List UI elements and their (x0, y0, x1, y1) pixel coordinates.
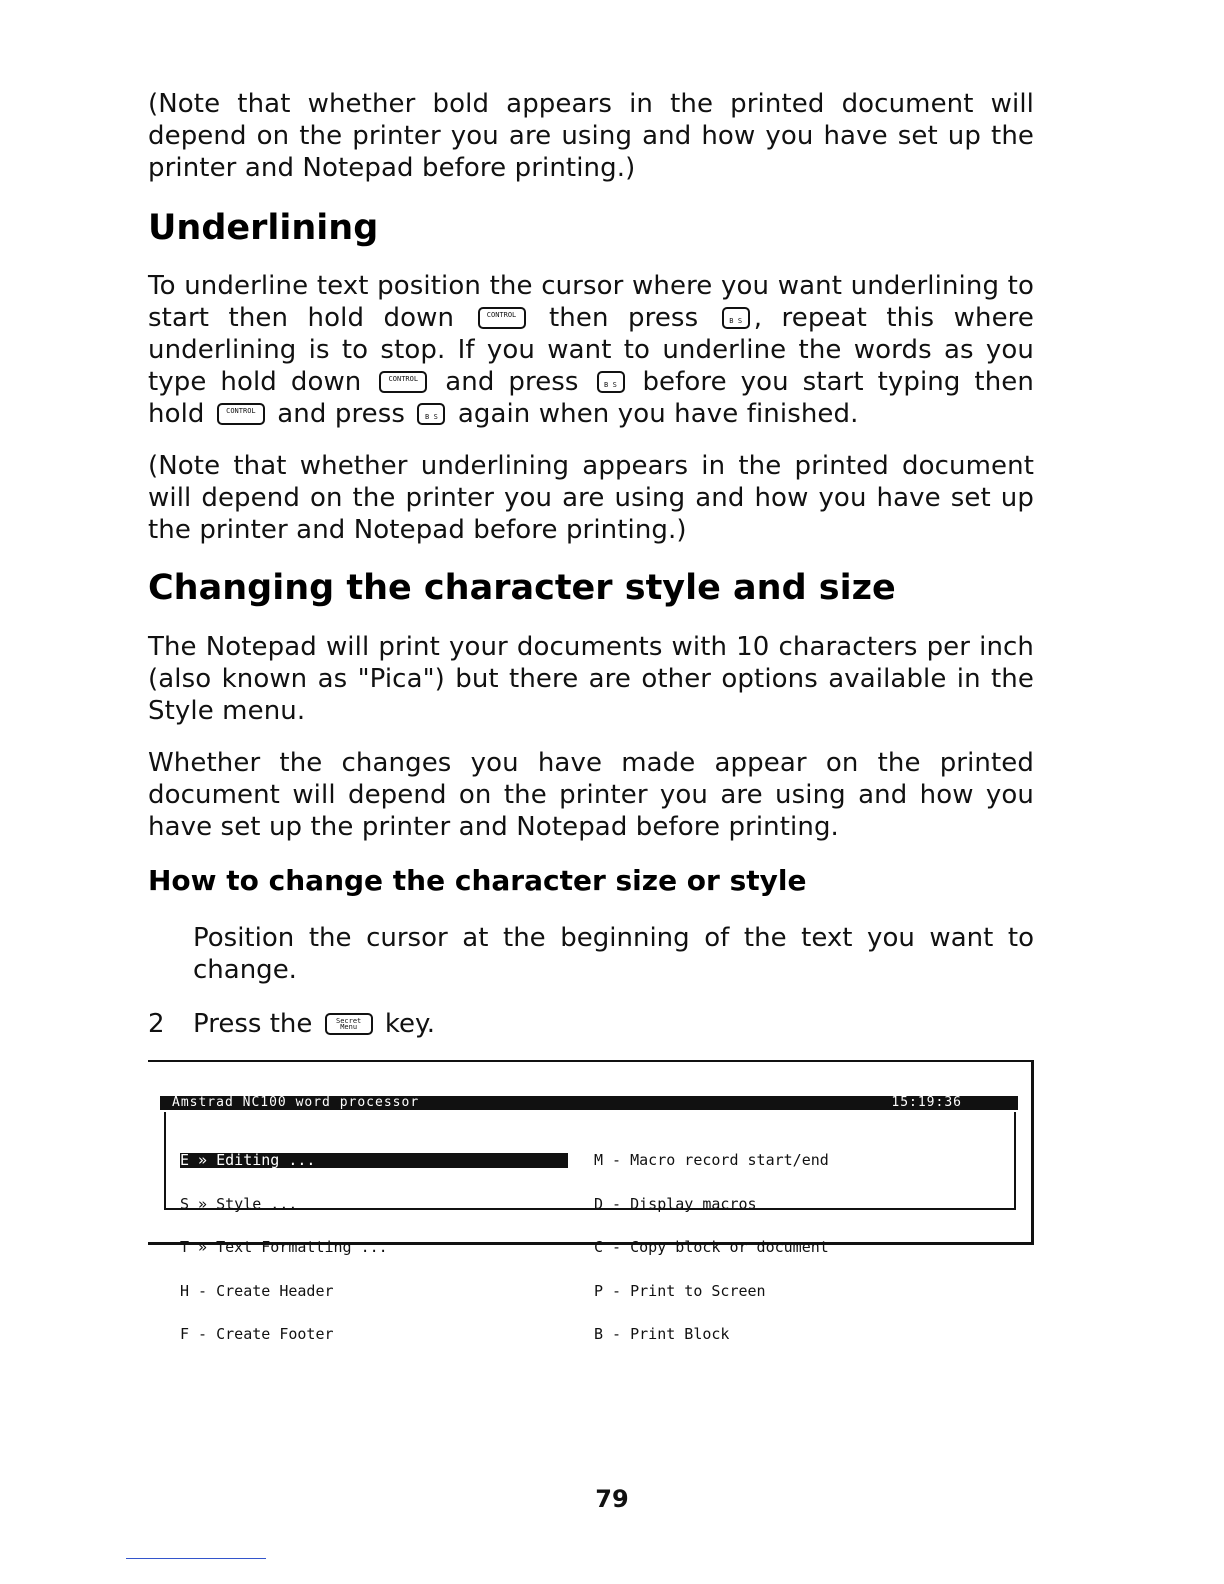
menu-item-print-to-screen[interactable]: P - Print to Screen (594, 1281, 766, 1300)
underline-text-5: before you start typing then hold (148, 367, 1034, 429)
menu-item-copy-block[interactable]: C - Copy block or document (594, 1238, 829, 1256)
bs-key-icon: B S (597, 371, 625, 393)
underline-text-1: To underline text position the cursor where you want underlining to start then hold down (148, 271, 1034, 333)
screen-titlebar (160, 1096, 1018, 1110)
screen-menu (164, 1112, 1016, 1343)
heading-underlining: Underlining (148, 208, 379, 248)
menu-item-create-header[interactable]: H - Create Header (180, 1281, 334, 1300)
footer-rule (126, 1558, 266, 1559)
step-2-text: Press the Secret Menu key. (193, 1009, 435, 1039)
step-1-text: Position the cursor at the beginning of the text you want to change. (193, 923, 1034, 985)
menu-item-macro-record[interactable]: M - Macro record start/end (594, 1151, 829, 1169)
screen-capture (148, 1060, 1034, 1343)
heading-how-to-change: How to change the character size or style (148, 864, 807, 897)
underline-note-paragraph: (Note that whether underlining appears in the printed document will depend on the printer you are using and how you have set up the printer and Notepad before printing.) (148, 451, 1034, 545)
control-key-icon: CONTROL (379, 371, 427, 393)
underline-text-3: , repeat this where underlining is to stop. If you want to underline the words as you type hold down (148, 303, 1034, 397)
menu-item-text-formatting[interactable]: T » Text Formatting ... (180, 1238, 388, 1256)
underline-instructions-paragraph (148, 270, 1034, 430)
menu-item-editing[interactable]: E » Editing ... (180, 1153, 568, 1168)
menu-item-create-footer[interactable]: F - Create Footer (180, 1325, 334, 1343)
bold-note-paragraph: (Note that whether bold appears in the printed document will depend on the printer you are using and how you have set up the printer and Notepad before printing.) (148, 89, 1034, 183)
secret-menu-key-icon: Secret Menu (325, 1013, 373, 1035)
menu-item-display-macros[interactable]: D - Display macros (594, 1194, 757, 1213)
heading-style-size: Changing the character style and size (148, 568, 896, 608)
underline-text-2: then press (549, 303, 699, 333)
control-key-icon: CONTROL (478, 307, 526, 329)
underline-text-7: again when you have finished. (457, 399, 859, 429)
bs-key-icon: B S (417, 403, 445, 425)
menu-item-print-block[interactable]: B - Print Block (594, 1325, 730, 1343)
control-key-icon: CONTROL (217, 403, 265, 425)
menu-left-column (180, 1124, 568, 1371)
menu-item-style[interactable]: S » Style ... (180, 1194, 298, 1213)
screen-title: Amstrad NC100 word processor (172, 1095, 420, 1110)
underline-text-4: and press (445, 367, 579, 397)
printing-changes-paragraph: Whether the changes you have made appear on the printed document will depend on the printer you are using and how you have set up the printer and Notepad before printing. (148, 748, 1034, 842)
underline-text-6: and press (277, 399, 406, 429)
menu-right-column (594, 1124, 829, 1371)
pica-paragraph: The Notepad will print your documents with 10 characters per inch (also known as "Pica") but there are other options available in the Style menu. (148, 632, 1034, 726)
step-2-number: 2 (148, 1009, 165, 1039)
page-number: 79 (595, 1485, 629, 1513)
bs-key-icon: B S (722, 307, 750, 329)
screen-clock: 15:19:36 (891, 1095, 962, 1110)
